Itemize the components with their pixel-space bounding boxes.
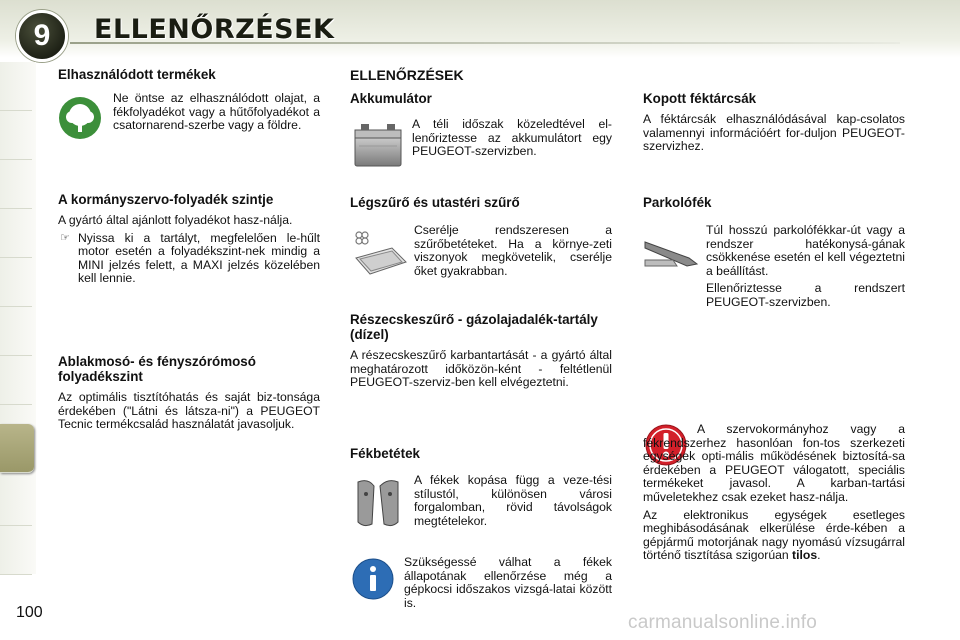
paragraph: Túl hosszú parkolófékkar-út vagy a rendszer hatékonysá-gának csökkenése esetén el kell végeztetni a beállítást. [706, 223, 905, 278]
checks-section-title-block [350, 67, 612, 83]
paragraph: Szükségessé válhat a fékek állapotának ellenőrzése még a gépkocsi időszakos vizsgá-latai között is. [404, 555, 612, 610]
emphasized-word: tilos [792, 548, 818, 563]
brake-pads-section [350, 446, 612, 468]
paragraph: Az optimális tisztítóhatás és saját biz-tonsága érdekében ("Látni és látsza-ni") a PEUGEOT Tecnic termékcsalád használatát javasoljuk. [58, 390, 320, 432]
battery-text-block [412, 118, 612, 163]
section-heading: Parkolófék [643, 195, 712, 210]
parking-brake-text-block [706, 224, 905, 314]
info-note-block [404, 556, 612, 614]
pointing-hand-icon: ☞ [60, 231, 70, 244]
chapter-tab-rail [0, 62, 36, 574]
paragraph: Ne öntse az elhasználódott olajat, a fékfolyadékot vagy a hűtőfolyadékot a csatornarend-szerbe vagy a földre. [113, 91, 320, 133]
chapter-tab[interactable] [0, 356, 32, 405]
chapter-tab[interactable] [0, 307, 32, 356]
punctuation: . [817, 548, 821, 563]
paragraph: Ellenőriztesse a rendszert PEUGEOT-szervizben. [706, 281, 905, 309]
section-heading: Elhasználódott termékek [58, 67, 216, 82]
section-heading: Fékbetétek [350, 446, 420, 461]
chapter-tab[interactable] [0, 111, 32, 160]
section-heading: Kopott féktárcsák [643, 91, 757, 106]
paragraph: A gyártó által ajánlott folyadékot hasz-nálja. [58, 213, 293, 227]
battery-section [350, 91, 612, 113]
watermark: carmanualsonline.info [628, 612, 818, 633]
particle-filter-section [350, 312, 612, 394]
chapter-number-badge: 9 [16, 10, 68, 62]
worn-discs-section [643, 91, 905, 158]
section-heading: Részecskeszűrő - gázolajadalék-tartály (dízel) [350, 312, 598, 342]
filters-text-block [414, 224, 612, 282]
paragraph: Cserélje rendszeresen a szűrőbetéteket. Ha a környe-zeti viszonyok megkövetelik, cserélje őket gyakrabban. [414, 223, 612, 278]
chapter-tab[interactable] [0, 160, 32, 209]
chapter-tab[interactable] [0, 209, 32, 258]
used-products-text-block [113, 92, 320, 137]
page-number: 100 [16, 604, 43, 621]
bullet-text: Nyissa ki a tartályt, megfelelően le-hűlt motor esetén a folyadékszint-nek mindig a MINI jelzés felett, a MAXI jelzés közelében kell lennie. [78, 230, 320, 286]
chapter-tab[interactable] [0, 258, 32, 307]
warning-text: Az elektronikus egységek esetleges meghibásodásának elkerülése érde-kében a gépjármű motorjának nagy nyomású vízsugárral történő tisztítása szigorúan [643, 507, 905, 563]
power-steering-section [58, 192, 320, 286]
parking-brake-section [643, 195, 905, 217]
section-heading: Légszűrő és utastéri szűrő [350, 195, 520, 210]
section-heading: Akkumulátor [350, 91, 432, 106]
paragraph: A fékek kopása függ a veze-tési stílustól, különösen városi forgalomban, rövid távolságok megtételekor. [414, 473, 612, 528]
warning-text-block [643, 423, 905, 567]
section-heading: Ablakmosó- és fényszórómosó folyadékszint [58, 354, 256, 384]
chapter-tab[interactable] [0, 526, 32, 575]
brake-pads-text-block [414, 474, 612, 532]
washer-fluid-section [58, 354, 320, 436]
chapter-tab[interactable] [0, 477, 32, 526]
paragraph: A féktárcsák elhasználódásával kap-csolatos valamennyi információért for-duljon PEUGEOT-szervizhez. [643, 112, 905, 154]
filters-section [350, 195, 612, 217]
air-filter-icon [352, 228, 408, 280]
chapter-tab-active[interactable] [0, 424, 34, 473]
battery-icon [349, 116, 407, 174]
chapter-title: ELLENŐRZÉSEK [94, 14, 335, 45]
section-heading: A kormányszervo-folyadék szintje [58, 192, 274, 207]
bullet-item [58, 232, 320, 286]
used-products-section [58, 67, 320, 89]
chapter-tab[interactable] [0, 62, 32, 111]
paragraph: A téli időszak közeledtével el-lenőriztesse az akkumulátort egy PEUGEOT-szervizben. [412, 117, 612, 159]
info-icon [352, 558, 394, 600]
section-title: ELLENŐRZÉSEK [350, 67, 464, 83]
paragraph: A részecskeszűrő karbantartását - a gyártó által meghatározott időközön-ként - feltétlenül PEUGEOT-szerviz-ben kell elvégeztetni. [350, 348, 612, 390]
paragraph: A szervokormányhoz vagy a fékrendszerhez hasonlóan fon-tos szerkezeti egységek opti-mális működésének biztosítá-sa érdekében a PEUGEOT válogatott, speciális termékeket javasol. A karban-tartási műveletekhez csak ezeket hasz-nálja. [643, 422, 905, 504]
brake-pads-icon [352, 476, 404, 532]
paragraph [643, 509, 905, 563]
parking-brake-lever-icon [643, 234, 699, 268]
tree-recycle-icon [58, 96, 102, 140]
